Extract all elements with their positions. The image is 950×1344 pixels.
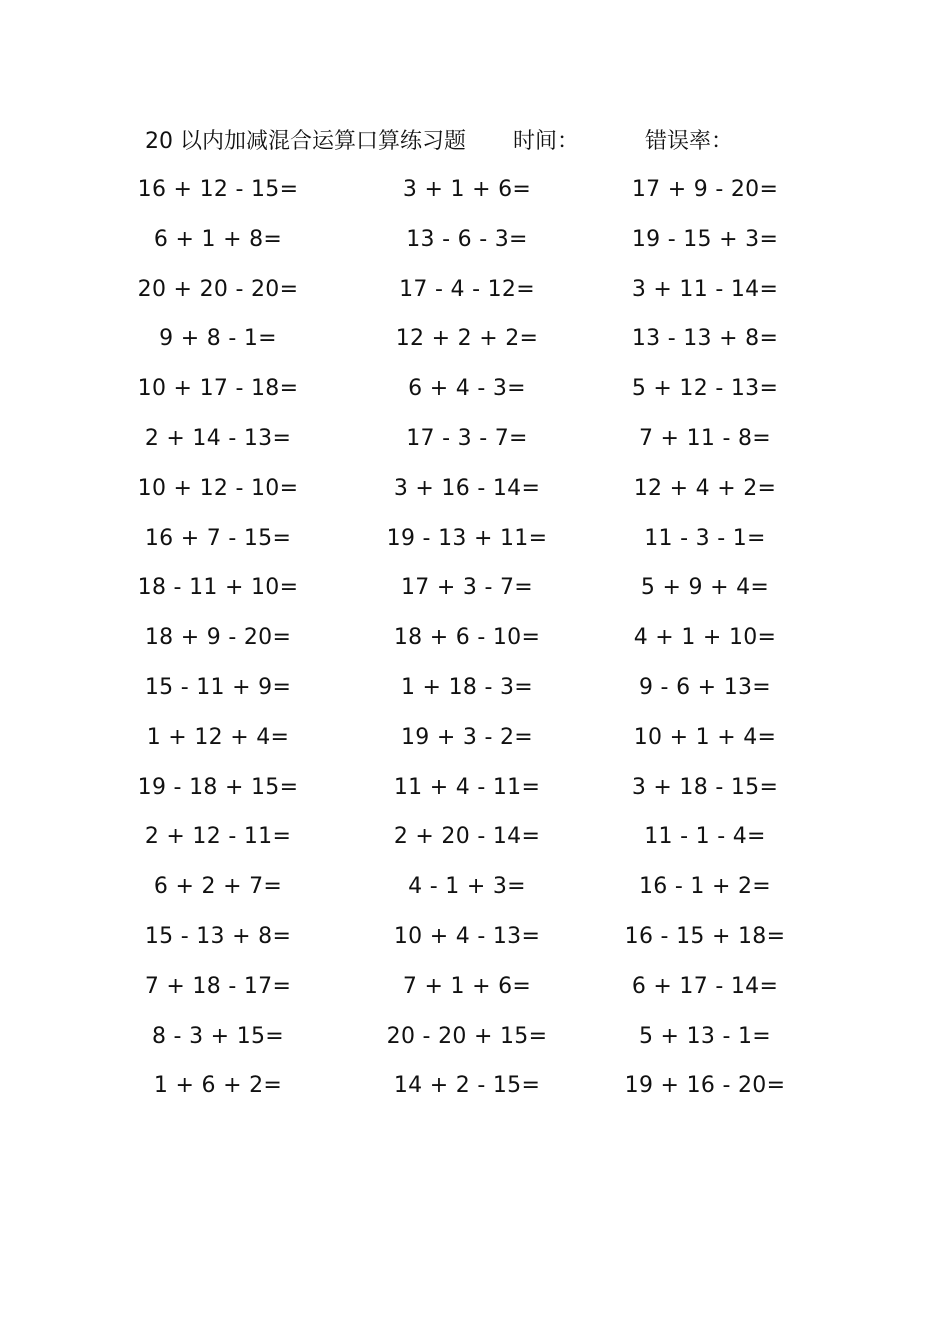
math-problem: 6 + 17 - 14= bbox=[631, 973, 779, 999]
problem-row bbox=[0, 819, 950, 869]
math-problem: 1 + 12 + 4= bbox=[146, 724, 290, 750]
math-problem: 9 + 8 - 1= bbox=[159, 326, 277, 352]
math-problem: 7 + 11 - 8= bbox=[638, 425, 772, 451]
problem-row bbox=[0, 969, 950, 1019]
math-problem: 16 - 1 + 2= bbox=[638, 874, 772, 900]
math-problem: 11 + 4 - 11= bbox=[393, 774, 541, 800]
math-problem: 5 + 12 - 13= bbox=[631, 376, 779, 402]
math-problem: 7 + 1 + 6= bbox=[402, 973, 532, 999]
problem-row bbox=[0, 222, 950, 272]
math-problem: 17 + 9 - 20= bbox=[631, 177, 779, 202]
math-problem: 13 - 13 + 8= bbox=[631, 326, 779, 352]
time-label: 时间： bbox=[513, 129, 580, 154]
problem-row bbox=[0, 670, 950, 720]
math-problem: 2 + 20 - 14= bbox=[393, 824, 541, 850]
math-problem: 17 + 3 - 7= bbox=[400, 575, 534, 601]
math-problem: 6 + 2 + 7= bbox=[153, 874, 283, 900]
problem-row bbox=[0, 321, 950, 371]
math-problem: 16 - 15 + 18= bbox=[624, 923, 786, 949]
math-problem: 18 + 6 - 10= bbox=[393, 625, 541, 651]
math-problem: 17 - 3 - 7= bbox=[406, 425, 528, 451]
math-problem: 13 - 6 - 3= bbox=[406, 226, 528, 252]
math-problem: 8 - 3 + 15= bbox=[151, 1023, 285, 1049]
problem-row bbox=[0, 919, 950, 969]
math-problem: 10 + 17 - 18= bbox=[137, 376, 299, 402]
math-problem: 19 + 3 - 2= bbox=[400, 724, 534, 750]
math-problem: 10 + 12 - 10= bbox=[137, 475, 299, 501]
math-problem: 1 + 18 - 3= bbox=[400, 674, 534, 700]
problem-row bbox=[0, 172, 950, 222]
problem-row bbox=[0, 570, 950, 620]
math-problem: 3 + 1 + 6= bbox=[402, 177, 532, 202]
math-problem: 18 + 9 - 20= bbox=[144, 625, 292, 651]
math-problem: 4 - 1 + 3= bbox=[408, 874, 526, 900]
math-problem: 3 + 18 - 15= bbox=[631, 774, 779, 800]
error-rate-label: 错误率： bbox=[645, 129, 734, 154]
math-problem: 6 + 1 + 8= bbox=[153, 226, 283, 252]
problem-grid bbox=[0, 172, 950, 1118]
math-problem: 5 + 13 - 1= bbox=[638, 1023, 772, 1049]
math-problem: 12 + 2 + 2= bbox=[395, 326, 539, 352]
problem-row bbox=[0, 371, 950, 421]
page-title: 20 以内加减混合运算口算练习题 bbox=[145, 129, 466, 154]
math-problem: 3 + 16 - 14= bbox=[393, 475, 541, 501]
problem-row bbox=[0, 770, 950, 820]
problem-row bbox=[0, 620, 950, 670]
math-problem: 16 + 7 - 15= bbox=[144, 525, 292, 551]
problem-row bbox=[0, 521, 950, 571]
math-problem: 17 - 4 - 12= bbox=[399, 276, 535, 302]
problem-row bbox=[0, 1019, 950, 1069]
math-problem: 10 + 4 - 13= bbox=[393, 923, 541, 949]
math-problem: 12 + 4 + 2= bbox=[633, 475, 777, 501]
math-problem: 19 - 18 + 15= bbox=[137, 774, 299, 800]
problem-row bbox=[0, 720, 950, 770]
math-problem: 6 + 4 - 3= bbox=[408, 376, 526, 402]
math-problem: 10 + 1 + 4= bbox=[633, 724, 777, 750]
problem-row bbox=[0, 421, 950, 471]
math-problem: 19 - 15 + 3= bbox=[631, 226, 779, 252]
math-problem: 3 + 11 - 14= bbox=[631, 276, 779, 302]
math-problem: 14 + 2 - 15= bbox=[393, 1073, 541, 1099]
math-problem: 19 + 16 - 20= bbox=[624, 1073, 786, 1099]
math-problem: 15 - 11 + 9= bbox=[144, 674, 292, 700]
math-problem: 5 + 9 + 4= bbox=[640, 575, 770, 601]
math-problem: 4 + 1 + 10= bbox=[633, 625, 777, 651]
problem-row bbox=[0, 272, 950, 322]
math-problem: 2 + 14 - 13= bbox=[144, 425, 292, 451]
math-problem: 16 + 12 - 15= bbox=[137, 177, 299, 202]
problem-row bbox=[0, 471, 950, 521]
math-problem: 9 - 6 + 13= bbox=[638, 674, 772, 700]
problem-row bbox=[0, 1068, 950, 1118]
math-problem: 11 - 1 - 4= bbox=[644, 824, 766, 850]
math-problem: 20 + 20 - 20= bbox=[137, 276, 299, 302]
math-problem: 15 - 13 + 8= bbox=[144, 923, 292, 949]
math-problem: 1 + 6 + 2= bbox=[153, 1073, 283, 1099]
math-problem: 18 - 11 + 10= bbox=[137, 575, 299, 601]
problem-row bbox=[0, 869, 950, 919]
math-problem: 7 + 18 - 17= bbox=[144, 973, 292, 999]
math-problem: 19 - 13 + 11= bbox=[386, 525, 548, 551]
math-problem: 20 - 20 + 15= bbox=[386, 1023, 548, 1049]
header-row bbox=[145, 124, 845, 160]
math-problem: 11 - 3 - 1= bbox=[644, 525, 766, 551]
math-problem: 2 + 12 - 11= bbox=[144, 824, 292, 850]
